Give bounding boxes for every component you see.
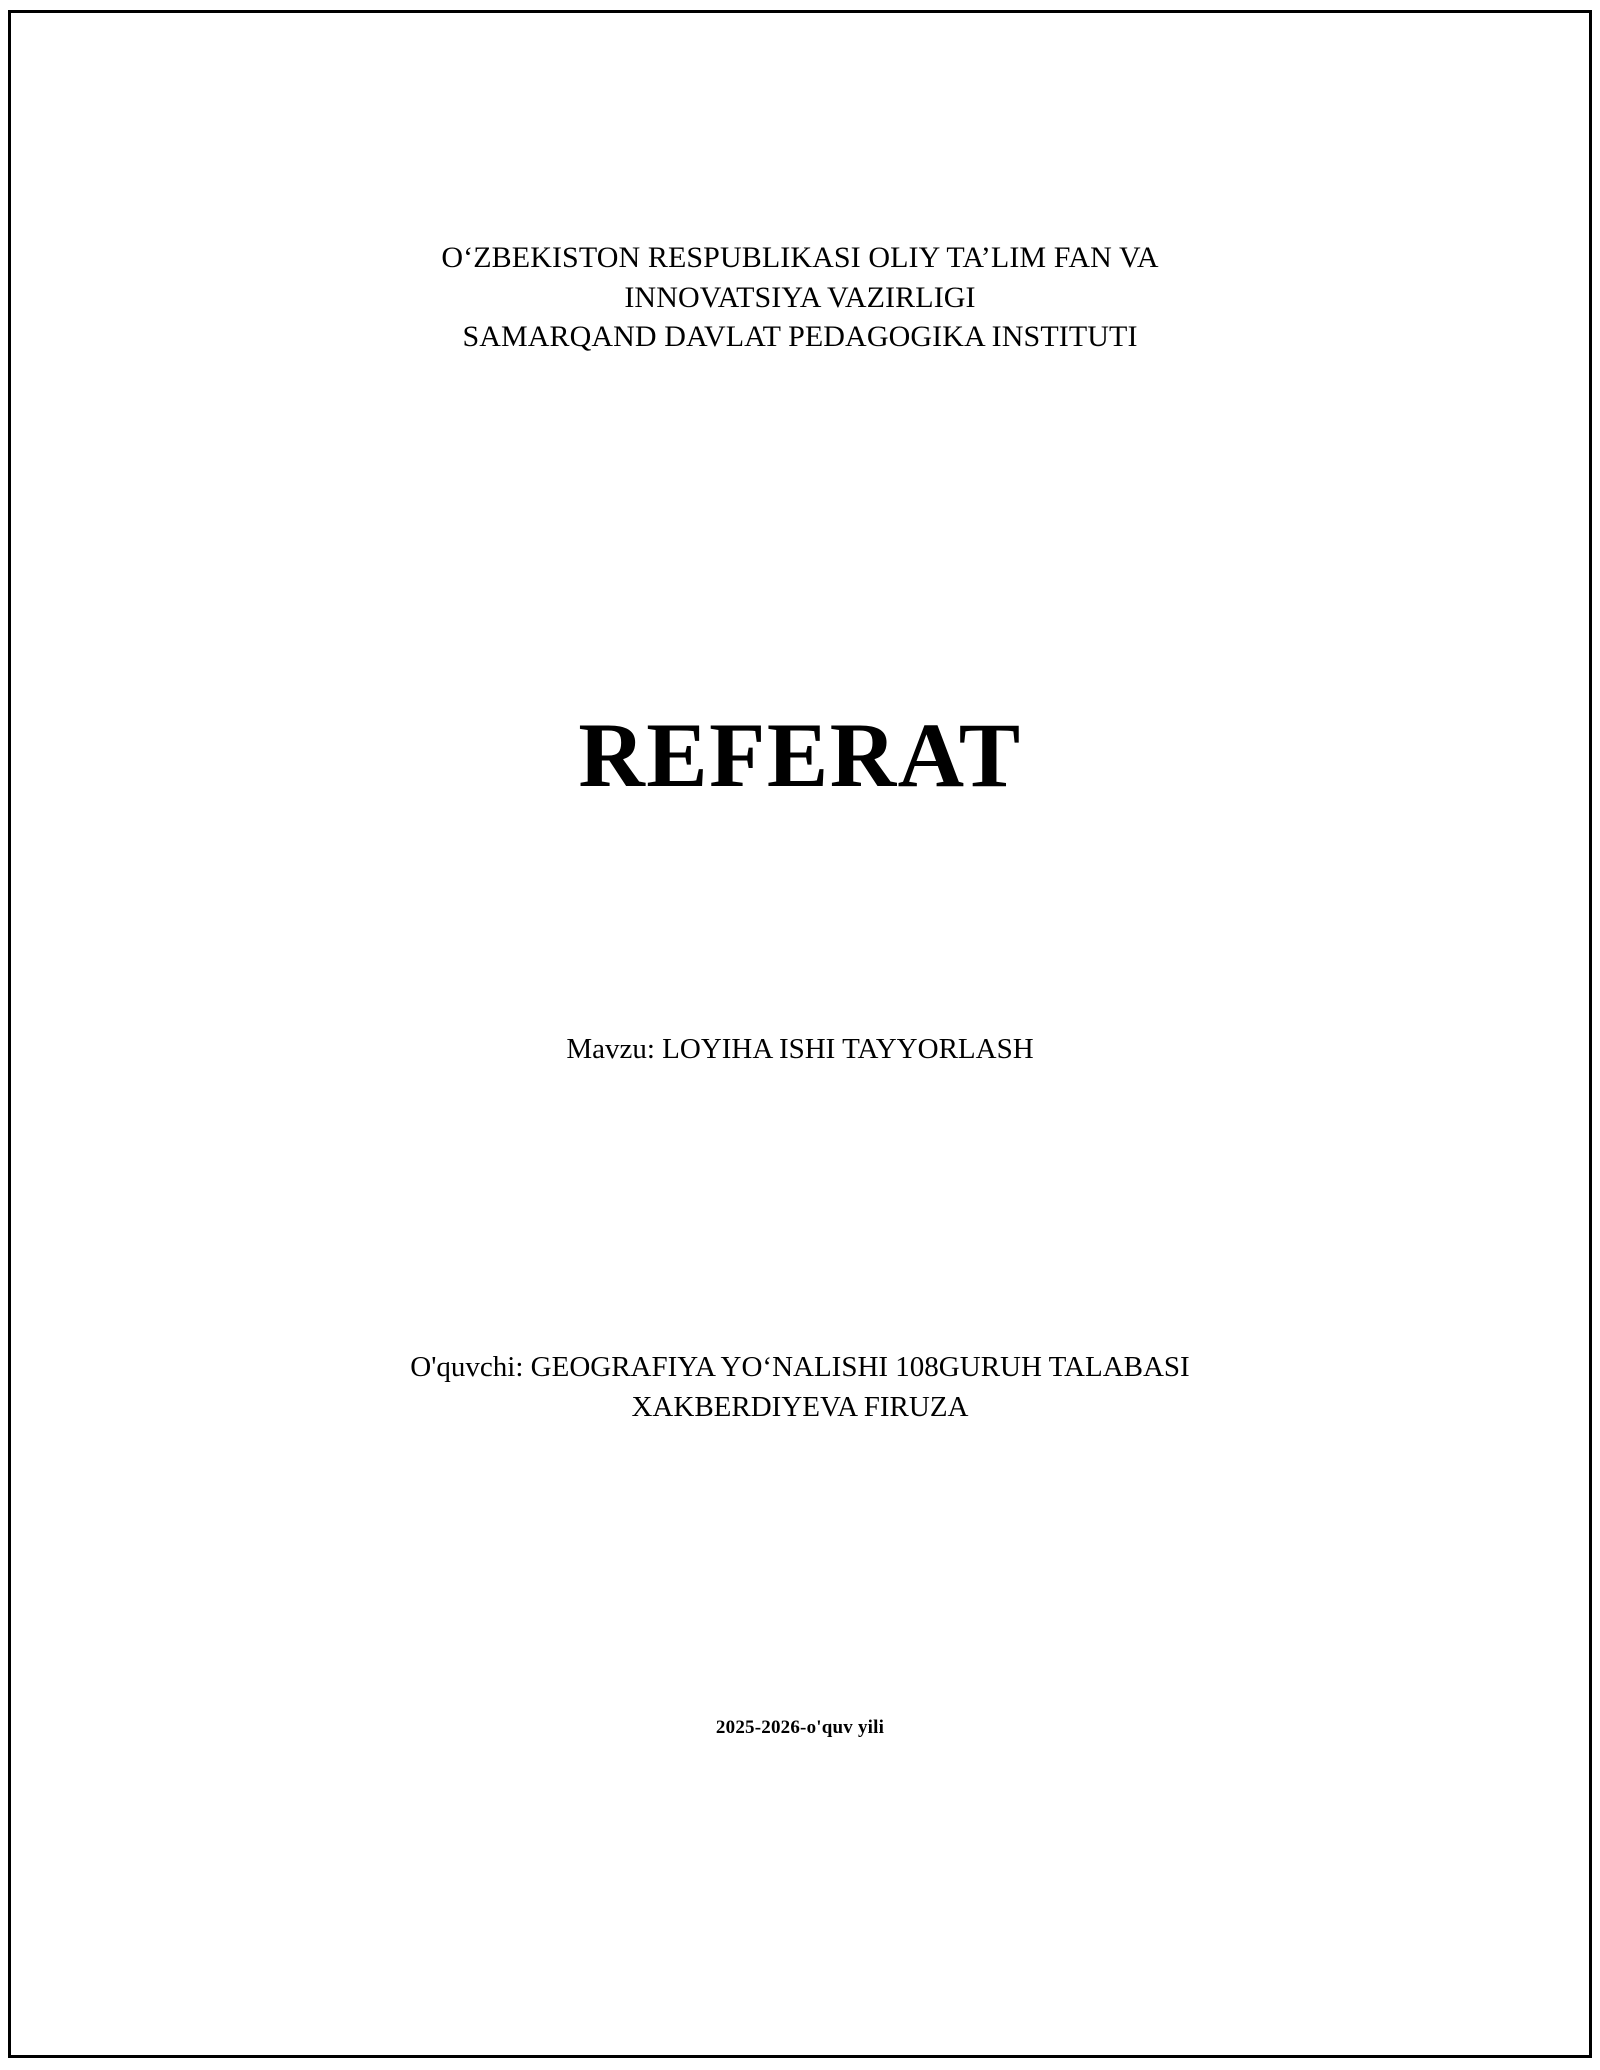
title-page	[8, 10, 1592, 2058]
institution-line-3: SAMARQAND DAVLAT PEDAGOGIKA INSTITUTI	[462, 320, 1138, 354]
subject-line: Mavzu: LOYIHA ISHI TAYYORLASH	[566, 1032, 1034, 1065]
institution-line-2: INNOVATSIYA VAZIRLIGI	[624, 280, 976, 314]
institution-heading	[270, 238, 1330, 357]
institution-line-1: O‘ZBEKISTON RESPUBLIKASI OLIY TA’LIM FAN VA	[441, 241, 1159, 274]
document-type-title: REFERAT	[578, 703, 1022, 806]
author-line-2: XAKBERDIYEVA FIRUZA	[631, 1390, 969, 1423]
author-line-1: O'quvchi: GEOGRAFIYA YO‘NALISHI 108GURUH TALABASI	[410, 1351, 1190, 1384]
academic-year: 2025-2026-o'quv yili	[715, 1716, 885, 1738]
author-block	[250, 1348, 1350, 1426]
title-page-content	[11, 13, 1589, 2055]
